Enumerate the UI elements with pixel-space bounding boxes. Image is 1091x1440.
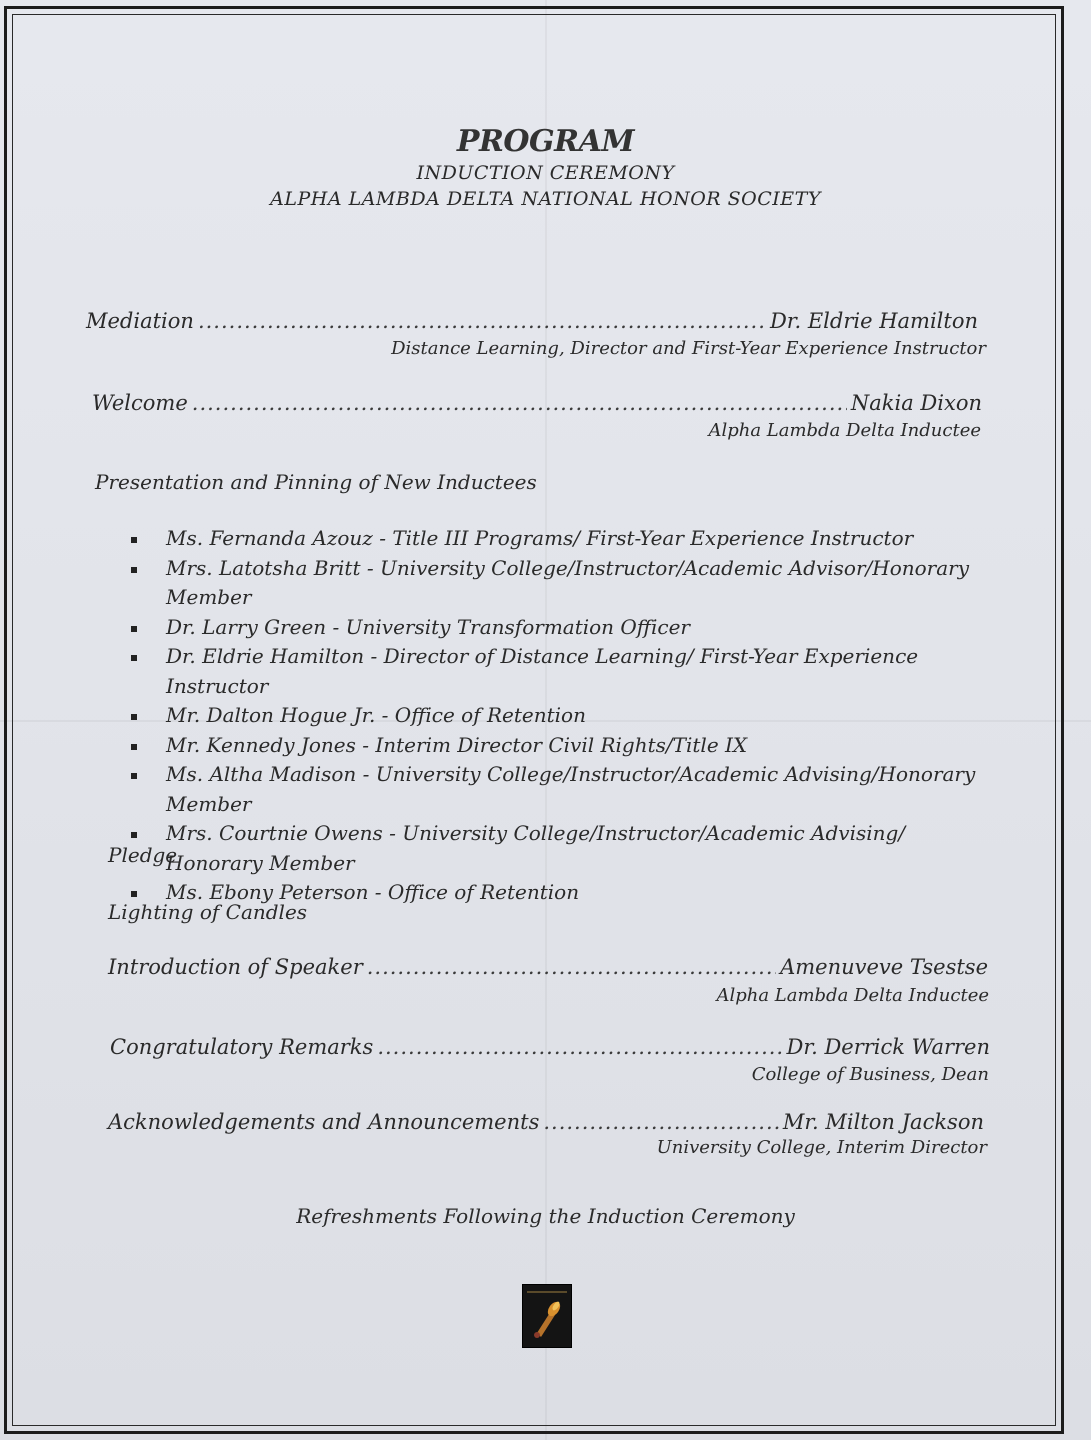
organization-name: ALPHA LAMBDA DELTA NATIONAL HONOR SOCIETY xyxy=(270,188,821,210)
item-person: Amenuveve Tsestse xyxy=(780,955,988,979)
bullet-icon xyxy=(131,714,137,720)
list-item: Dr. Eldrie Hamilton - Director of Distance Learning/ First-Year Experience Instructor xyxy=(128,642,1008,701)
program-item-acknowledgements xyxy=(108,1110,984,1134)
item-label: Acknowledgements and Announcements xyxy=(108,1110,540,1134)
pledge-item: Pledge xyxy=(108,843,178,867)
bullet-icon xyxy=(131,537,137,543)
bullet-icon xyxy=(131,655,137,661)
item-label: Introduction of Speaker xyxy=(108,955,363,979)
item-person: Nakia Dixon xyxy=(850,391,982,415)
torch-emblem-icon xyxy=(523,1285,571,1347)
closing-note: Refreshments Following the Induction Ceremony xyxy=(296,1204,795,1228)
inductee-list xyxy=(128,524,1008,908)
item-role: Alpha Lambda Delta Inductee xyxy=(708,420,981,441)
item-role: College of Business, Dean xyxy=(751,1064,989,1085)
bullet-icon xyxy=(131,626,137,632)
list-item: Mrs. Courtnie Owens - University College/Instructor/Academic Advising/ Honorary Member xyxy=(128,819,946,878)
torch-emblem-icon xyxy=(522,1284,572,1348)
program-title: PROGRAM xyxy=(456,124,635,159)
list-item: Ms. Ebony Peterson - Office of Retention xyxy=(128,878,1008,908)
list-item: Mr. Dalton Hogue Jr. - Office of Retention xyxy=(128,701,1008,731)
list-item: Ms. Altha Madison - University College/Instructor/Academic Advising/Honorary Member xyxy=(128,760,1008,819)
list-item: Mrs. Latotsha Britt - University College/Instructor/Academic Advisor/Honorary Member xyxy=(128,554,1008,613)
bullet-icon xyxy=(131,832,137,838)
item-label: Welcome xyxy=(92,391,188,415)
dot-leader xyxy=(367,955,776,979)
item-role: Alpha Lambda Delta Inductee xyxy=(716,985,989,1006)
dot-leader xyxy=(192,391,847,415)
list-item: Dr. Larry Green - University Transformation Officer xyxy=(128,613,1008,643)
bullet-icon xyxy=(131,773,137,779)
candles-item: Lighting of Candles xyxy=(108,900,308,924)
bullet-icon xyxy=(131,744,137,750)
program-item-remarks xyxy=(110,1035,990,1059)
item-person: Dr. Eldrie Hamilton xyxy=(769,309,978,333)
item-label: Congratulatory Remarks xyxy=(110,1035,374,1059)
program-item-speaker-intro xyxy=(108,955,988,979)
ceremony-subtitle: INDUCTION CEREMONY xyxy=(416,162,675,184)
list-item: Ms. Fernanda Azouz - Title III Programs/ First-Year Experience Instructor xyxy=(128,524,1008,554)
item-person: Dr. Derrick Warren xyxy=(786,1035,990,1059)
program-item-welcome xyxy=(92,391,982,415)
dot-leader xyxy=(198,309,766,333)
item-role: University College, Interim Director xyxy=(656,1137,987,1158)
presentation-heading: Presentation and Pinning of New Inductees xyxy=(95,470,537,494)
item-person: Mr. Milton Jackson xyxy=(782,1110,984,1134)
item-role: Distance Learning, Director and First-Year Experience Instructor xyxy=(391,338,986,359)
item-label: Mediation xyxy=(86,309,194,333)
list-item: Mr. Kennedy Jones - Interim Director Civil Rights/Title IX xyxy=(128,731,1008,761)
dot-leader xyxy=(543,1110,778,1134)
program-item-meditation xyxy=(86,309,978,333)
dot-leader xyxy=(377,1035,782,1059)
bullet-icon xyxy=(131,567,137,573)
bullet-icon xyxy=(131,891,137,897)
